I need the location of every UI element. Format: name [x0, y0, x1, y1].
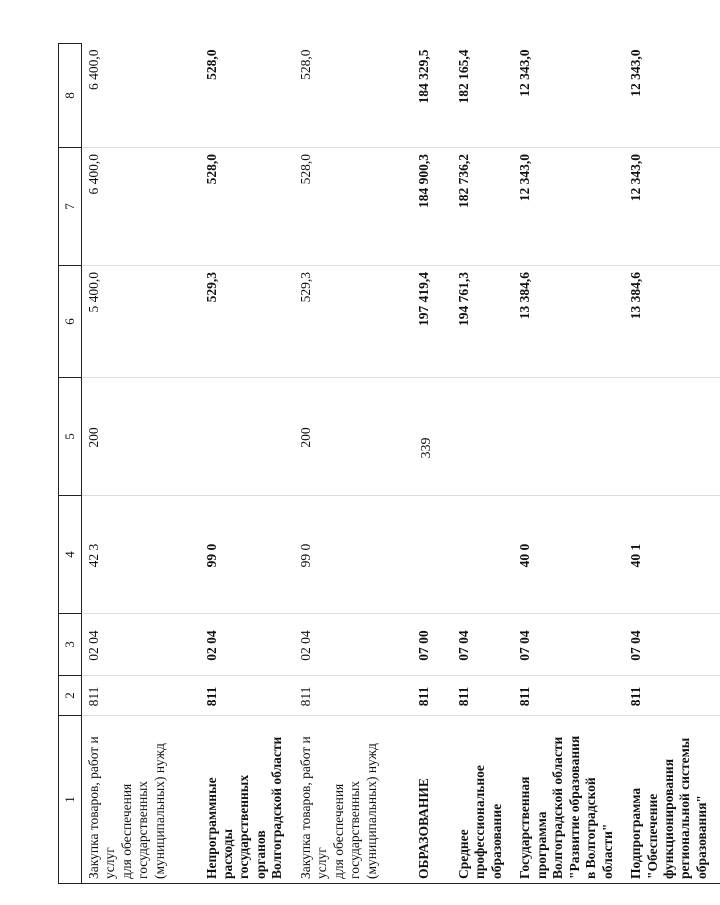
table-row — [624, 44, 720, 884]
amount-col7-cell: 528,0 — [294, 148, 412, 266]
amount-col8-cell: 184 329,5 — [412, 44, 452, 148]
table-row — [513, 44, 624, 884]
header-col-5: 5 — [59, 378, 82, 496]
row-name-cell — [82, 716, 200, 884]
amount-col7-cell: 12 343,0 — [513, 148, 624, 266]
header-col-8: 8 — [59, 44, 82, 148]
row-name-line: государственных органов — [236, 774, 268, 879]
ministry-code-cell: 811 — [624, 676, 720, 716]
ministry-code-cell: 811 — [513, 676, 624, 716]
target-code-cell — [412, 496, 452, 614]
section-code-cell: 02 04 — [200, 614, 294, 676]
expense-type-cell: 200 — [294, 378, 412, 496]
target-code-cell: 40 1 — [624, 496, 720, 614]
section-code-cell: 02 04 — [294, 614, 412, 676]
budget-table-container — [58, 44, 709, 884]
expense-type-cell — [412, 378, 452, 496]
row-name-line: ОБРАЗОВАНИЕ — [415, 778, 431, 879]
row-name-line: государственных — [135, 780, 151, 879]
amount-col8-cell: 6 400,0 — [82, 44, 200, 148]
amount-col6-cell: 529,3 — [200, 266, 294, 378]
row-name-line: в Волгоградской области" — [583, 777, 615, 879]
expense-type-cell — [513, 378, 624, 496]
row-name-line: Подпрограмма "Обеспечение — [628, 787, 660, 879]
section-code-cell: 07 04 — [624, 614, 720, 676]
row-name-line: Волгоградской области — [550, 736, 566, 879]
row-name-line: Среднее профессиональное — [455, 765, 488, 879]
ministry-code-cell: 811 — [82, 676, 200, 716]
expense-type-cell — [452, 378, 513, 496]
row-name-cell — [624, 716, 720, 884]
amount-col7-cell: 528,0 — [200, 148, 294, 266]
row-name-cell — [412, 716, 452, 884]
table-row — [452, 44, 513, 884]
row-name-line: образования" — [693, 795, 709, 879]
target-code-cell: 42 3 — [82, 496, 200, 614]
table-row — [412, 44, 452, 884]
table-body — [82, 44, 720, 884]
expense-type-cell: 200 — [82, 378, 200, 496]
row-name-cell — [294, 716, 412, 884]
ministry-code-cell: 811 — [452, 676, 513, 716]
row-name-line: функционирования — [661, 759, 676, 879]
row-name-line: Непрограммные расходы — [203, 777, 235, 879]
section-code-cell: 07 04 — [452, 614, 513, 676]
budget-table-rotated — [58, 44, 709, 884]
target-code-cell: 99 0 — [200, 496, 294, 614]
row-name-line: для обеспечения — [330, 783, 346, 879]
header-col-2: 2 — [59, 676, 82, 716]
row-name-cell — [200, 716, 294, 884]
budget-table — [58, 43, 720, 884]
table-row — [294, 44, 412, 884]
row-name-line: Закупка товаров, работ и услуг — [297, 736, 330, 879]
row-name-cell — [513, 716, 624, 884]
table-header-row — [59, 44, 82, 884]
section-code-cell: 07 00 — [412, 614, 452, 676]
row-name-line: Государственная программа — [517, 776, 549, 879]
row-name-line: Закупка товаров, работ и услуг — [86, 736, 118, 879]
section-code-cell: 02 04 — [82, 614, 200, 676]
row-name-cell — [452, 716, 513, 884]
amount-col8-cell: 182 165,4 — [452, 44, 513, 148]
section-code-cell: 07 04 — [513, 614, 624, 676]
amount-col7-cell: 12 343,0 — [624, 148, 720, 266]
expense-type-cell — [624, 378, 720, 496]
row-name-line: образование — [488, 803, 504, 879]
amount-col6-cell: 13 384,6 — [624, 266, 720, 378]
expense-type-cell — [200, 378, 294, 496]
table-row — [82, 44, 200, 884]
page-number-text: 339 — [419, 437, 434, 459]
amount-col6-cell: 529,3 — [294, 266, 412, 378]
row-name-line: "Развитие образования — [566, 735, 582, 879]
ministry-code-cell: 811 — [412, 676, 452, 716]
amount-col7-cell: 182 736,2 — [452, 148, 513, 266]
row-name-line: (муниципальных) нужд — [151, 743, 167, 879]
header-col-6: 6 — [59, 266, 82, 378]
amount-col8-cell: 12 343,0 — [513, 44, 624, 148]
row-name-line: (муниципальных) нужд — [363, 743, 379, 879]
amount-col8-cell: 12 343,0 — [624, 44, 720, 148]
target-code-cell — [452, 496, 513, 614]
amount-col7-cell: 184 900,3 — [412, 148, 452, 266]
row-name-line: региональной системы — [677, 737, 693, 879]
header-col-7: 7 — [59, 148, 82, 266]
row-name-line: Волгоградской области — [269, 736, 285, 879]
amount-col6-cell: 13 384,6 — [513, 266, 624, 378]
header-col-1: 1 — [59, 716, 82, 884]
table-row — [200, 44, 294, 884]
amount-col6-cell: 194 761,3 — [452, 266, 513, 378]
amount-col8-cell: 528,0 — [200, 44, 294, 148]
amount-col7-cell: 6 400,0 — [82, 148, 200, 266]
header-col-3: 3 — [59, 614, 82, 676]
row-name-line: для обеспечения — [118, 783, 134, 879]
amount-col6-cell: 197 419,4 — [412, 266, 452, 378]
target-code-cell: 40 0 — [513, 496, 624, 614]
ministry-code-cell: 811 — [294, 676, 412, 716]
amount-col6-cell: 5 400,0 — [82, 266, 200, 378]
header-col-4: 4 — [59, 496, 82, 614]
row-name-line: государственных — [347, 780, 363, 879]
amount-col8-cell: 528,0 — [294, 44, 412, 148]
ministry-code-cell: 811 — [200, 676, 294, 716]
target-code-cell: 99 0 — [294, 496, 412, 614]
